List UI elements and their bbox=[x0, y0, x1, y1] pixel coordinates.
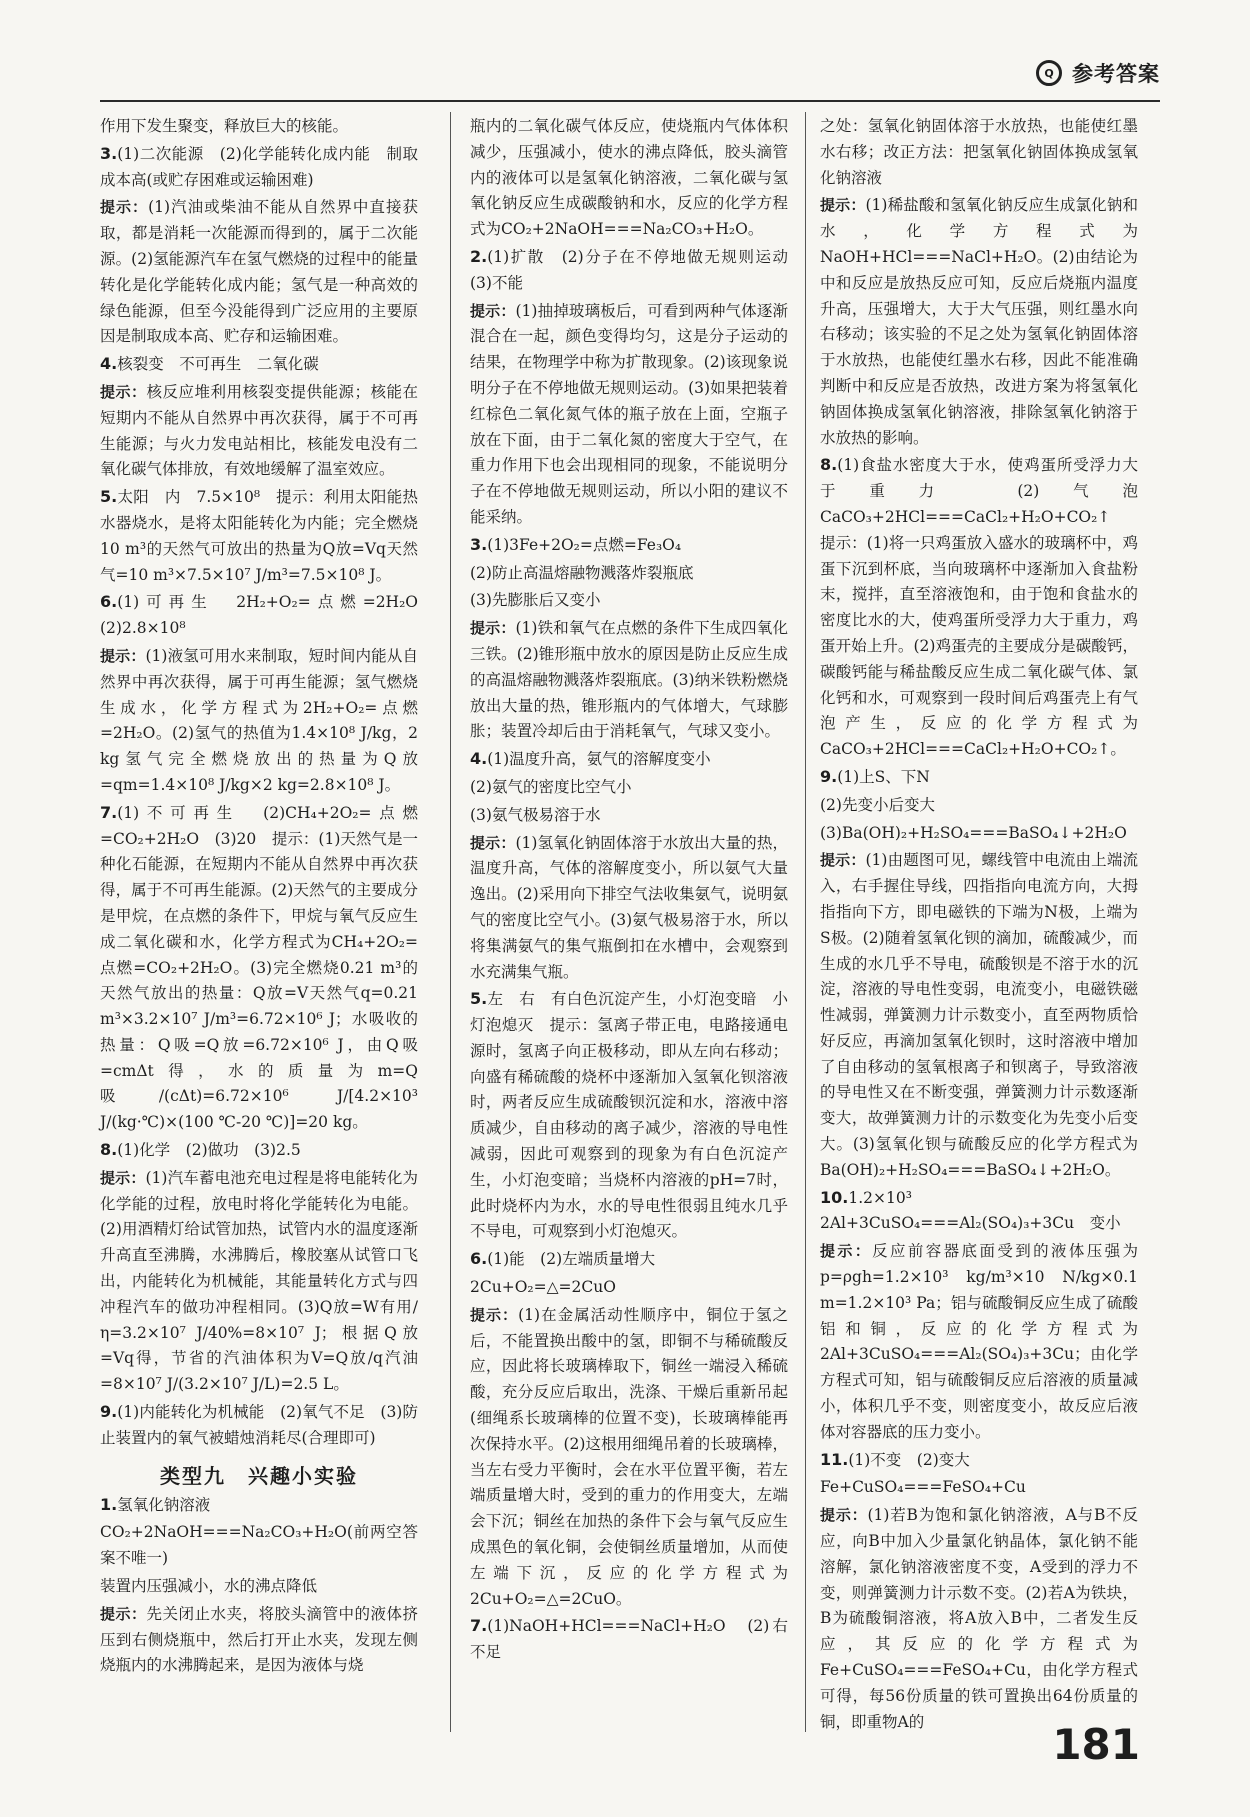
question-number: 11. bbox=[820, 1449, 849, 1469]
hint-label: 提示： bbox=[820, 1506, 868, 1525]
answer-paragraph bbox=[470, 747, 788, 773]
answer-paragraph bbox=[820, 821, 1138, 847]
answer-paragraph bbox=[470, 616, 788, 745]
answer-paragraph bbox=[470, 987, 788, 1245]
answer-paragraph bbox=[820, 114, 1138, 191]
answer-paragraph bbox=[470, 588, 788, 614]
answer-paragraph bbox=[470, 114, 788, 243]
answer-paragraph bbox=[100, 1520, 418, 1572]
question-number: 1. bbox=[100, 1494, 118, 1514]
column-divider bbox=[805, 112, 806, 1732]
question-number: 3. bbox=[470, 534, 488, 554]
answer-paragraph bbox=[100, 142, 418, 194]
column-divider bbox=[450, 112, 451, 1732]
answer-paragraph bbox=[820, 453, 1154, 763]
hint-label: 提示： bbox=[820, 851, 866, 870]
answer-paragraph bbox=[470, 1275, 788, 1301]
answer-text: (3)氨气极易溶于水 bbox=[470, 805, 601, 824]
answer-text: (1)若B为饱和氯化钠溶液，A与B不反应，向B中加入少量氯化钠晶体，氯化钠不能溶解，氯化钠溶液密度不变，A受到的浮力不变，则弹簧测力计示数不变。(2)若A为铁块，B为硫酸铜溶液，将A放入B中，二者发生反应，其反应的化学方程式为Fe+CuSO₄===FeSO₄+Cu，由化学方程式可得，每56份质量的铁可置换出64份质量的铜，即重物A的 bbox=[820, 1506, 1138, 1731]
answer-paragraph bbox=[820, 1186, 1138, 1238]
answer-text: (1)食盐水密度大于水，使鸡蛋所受浮力大于重力 (2)气泡 CaCO₃+2HCl===CaCl₂+H₂O+CO₂↑ 提示：(1)将一只鸡蛋放入盛水的玻璃杯中，鸡蛋下沉到杯底，当向玻璃杯中逐渐加入食盐粉末，搅拌，直至溶液饱和，由于饱和食盐水的密度比水的大，使鸡蛋所受浮力大于重力，鸡蛋开始上升。(2)鸡蛋壳的主要成分是碳酸钙，碳酸钙能与稀盐酸反应生成二氧化碳气体、氯化钙和水，可观察到一段时间后鸡蛋壳上有气泡产生，反应的化学方程式为CaCO₃+2HCl===CaCl₂+H₂O+CO₂↑。 bbox=[820, 456, 1154, 759]
answer-text: Fe+CuSO₄===FeSO₄+Cu bbox=[820, 1478, 1026, 1497]
answer-text: 之处：氢氧化钠固体溶于水放热，也能使红墨水右移；改正方法：把氢氧化钠固体换成氢氧化钠溶液 bbox=[820, 117, 1138, 187]
page-number: 181 bbox=[1052, 1720, 1140, 1769]
answer-paragraph bbox=[100, 114, 418, 140]
column-2 bbox=[470, 112, 804, 1732]
answer-text: (1)扩散 (2)分子在不停地做无规则运动 (3)不能 bbox=[470, 247, 804, 292]
answer-paragraph bbox=[100, 1138, 418, 1164]
answer-paragraph bbox=[820, 193, 1138, 451]
answer-text: 先关闭止水夹，将胶头滴管中的液体挤压到右侧烧瓶中，然后打开止水夹，发现左侧烧瓶内的水沸腾起来，是因为液体与烧 bbox=[100, 1604, 418, 1675]
answer-paragraph bbox=[470, 561, 788, 587]
question-number: 3. bbox=[100, 143, 118, 163]
question-number: 8. bbox=[100, 1140, 118, 1160]
question-number: 7. bbox=[470, 1616, 488, 1636]
answer-text: (1)汽油或柴油不能从自然界中直接获取，都是消耗一次能源而得到的，属于二次能源。(2)氢能源汽车在氢气燃烧的过程中的能量转化是化学能转化成内能；氢气是一种高效的绿色能源，但至今没能得到广泛应用的主要原因是制取成本高、贮存和运输困难。 bbox=[100, 198, 418, 346]
hint-label: 提示： bbox=[470, 301, 516, 320]
column-3-items bbox=[820, 114, 1154, 1735]
answer-text: 太阳 内 7.5×10⁸ 提示：利用太阳能热水器烧水，是将太阳能转化为内能；完全燃烧10 m³的天然气可放出的热量为Q放=Vq天然气=10 m³×7.5×10⁷ J/m³=7.5×10⁸ J。 bbox=[100, 488, 418, 584]
question-number: 4. bbox=[100, 354, 118, 374]
column-3 bbox=[820, 112, 1154, 1732]
answer-text: (1)液氢可用水来制取，短时间内能从自然界中再次获得，属于可再生能源；氢气燃烧生成水，化学方程式为2H₂+O₂=点燃=2H₂O。(2)氢气的热值为1.4×10⁸ J/kg，2 kg氢气完全燃烧放出的热量为Q放=qm=1.4×10⁸ J/kg×2 kg=2.8×10⁸ J。 bbox=[100, 646, 418, 794]
hint-label: 提示： bbox=[100, 646, 146, 665]
answer-text: (1)在金属活动性顺序中，铜位于氢之后，不能置换出酸中的氢，即铜不与稀硫酸反应，因此将长玻璃棒取下，铜丝一端浸入稀硫酸，充分反应后取出，洗涤、干燥后重新吊起(细绳系长玻璃棒的位置不变)，长玻璃棒能再次保持水平。(2)这根用细绳吊着的长玻璃棒，当左右受力平衡时，会在水平位置平衡，若左端质量增大时，受到的重力的作用变大，左端会下沉；铜丝在加热的条件下会与氧气反应生成黑色的氧化铜，会使铜丝质量增加，从而使左端下沉，反应的化学方程式为2Cu+O₂=△=2CuO。 bbox=[470, 1305, 788, 1608]
hint-label: 提示： bbox=[470, 1305, 519, 1324]
answer-paragraph bbox=[100, 485, 418, 588]
hint-label: 提示： bbox=[100, 1168, 146, 1187]
answer-text: (1)氢氧化钠固体溶于水放出大量的热，温度升高，气体的溶解度变小，所以氨气大量逸出。(2)采用向下排空气法收集氨气，说明氨气的密度比空气小。(3)氨气极易溶于水，所以将集满氨气的集气瓶倒扣在水槽中，会观察到水充满集气瓶。 bbox=[470, 833, 788, 981]
answer-text: (1)抽掉玻璃板后，可看到两种气体逐渐混合在一起，颜色变得均匀，这是分子运动的结果，在物理学中称为扩散现象。(2)该现象说明分子在不停地做无规则运动。(3)如果把装着红棕色二氧化氮气体的瓶子放在上面，空瓶子放在下面，由于二氧化氮的密度大于空气，在重力作用下也会出现相同的现象，不能说明分子在不停地做无规则运动，所以小阳的建议不能采纳。 bbox=[470, 301, 788, 526]
answer-text: (3)先膨胀后又变小 bbox=[470, 591, 601, 610]
answer-text: (1)化学 (2)做功 (3)2.5 bbox=[117, 1141, 301, 1160]
hint-label: 提示： bbox=[100, 382, 147, 401]
answer-text: (1)温度升高，氨气的溶解度变小 bbox=[487, 750, 711, 769]
answer-paragraph bbox=[470, 245, 804, 297]
answer-text: 1.2×10³ 2Al+3CuSO₄===Al₂(SO₄)₃+3Cu 变小 bbox=[820, 1188, 1121, 1233]
answer-paragraph bbox=[100, 1166, 418, 1398]
question-number: 8. bbox=[820, 455, 838, 475]
question-number: 6. bbox=[100, 592, 118, 612]
answer-text: (1)NaOH+HCl===NaCl+H₂O (2)右 不足 bbox=[470, 1617, 804, 1662]
answer-paragraph bbox=[470, 299, 788, 531]
answer-paragraph bbox=[470, 533, 788, 559]
column-2-items bbox=[470, 114, 804, 1666]
question-number: 4. bbox=[470, 749, 488, 769]
answer-paragraph bbox=[100, 644, 418, 799]
answer-text: (2)氨气的密度比空气小 bbox=[470, 777, 632, 796]
column-1-items bbox=[100, 114, 434, 1452]
answer-text: (1)上S、下N bbox=[837, 767, 930, 786]
question-number: 9. bbox=[100, 1402, 118, 1422]
question-number: 5. bbox=[100, 487, 118, 507]
answer-paragraph bbox=[820, 1475, 1138, 1501]
answer-paragraph bbox=[100, 801, 418, 1136]
answer-paragraph bbox=[470, 831, 788, 986]
answer-paragraph bbox=[470, 803, 788, 829]
answer-text: (1)不可再生 (2)CH₄+2O₂=点燃=CO₂+2H₂O (3)20 提示：(1)天然气是一种化石能源，在短期内不能从自然界中再次获得，属于不可再生能源。(2)天然气的主要成分是甲烷，在点燃的条件下，甲烷与氧气反应生成二氧化碳和水，化学方程式为CH₄+2O₂=点燃=CO₂+2H₂O。(3)完全燃烧0.21 m³的天然气放出的热量：Q放=V天然气q=0.21 m³×3.2×10⁷ J/m³=6.72×10⁶ J；水吸收的热量：Q吸=Q放=6.72×10⁶ J，由Q吸=cmΔt得，水的质量为m=Q吸/(cΔt)=6.72×10⁶ J/[4.2×10³ J/(kg·℃)×(100 ℃-20 ℃)]=20 kg。 bbox=[100, 803, 418, 1132]
answer-text: (1)二次能源 (2)化学能转化成内能 制取成本高(或贮存困难或运输困难) bbox=[100, 144, 418, 189]
answer-paragraph bbox=[470, 1614, 804, 1666]
question-number: 2. bbox=[470, 246, 488, 266]
answer-text: (2)防止高温熔融物溅落炸裂瓶底 bbox=[470, 563, 694, 582]
hint-label: 提示： bbox=[470, 619, 516, 638]
hint-label: 提示： bbox=[100, 1604, 147, 1623]
answer-paragraph bbox=[470, 775, 788, 801]
column-1-section-items bbox=[100, 1493, 418, 1680]
hint-label: 提示： bbox=[820, 1242, 873, 1261]
question-number: 6. bbox=[470, 1249, 488, 1269]
answer-text: 氢氧化钠溶液 bbox=[117, 1495, 211, 1514]
answer-paragraph bbox=[820, 848, 1138, 1183]
answer-paragraph bbox=[470, 1247, 788, 1273]
answer-paragraph bbox=[100, 1602, 418, 1679]
answer-paragraph bbox=[100, 380, 418, 483]
section-title: 类型九 兴趣小实验 bbox=[160, 1463, 358, 1488]
answer-text: 反应前容器底面受到的液体压强为p=ρgh=1.2×10³ kg/m³×10 N/kg×0.1 m=1.2×10³ Pa；铝与硫酸铜反应生成了硫酸铝和铜，反应的化学方程式为2Al+3CuSO₄===Al₂(SO₄)₃+3Cu；由化学方程式可知，铝与硫酸铜反应后溶液的质量减小，体积几乎不变，则密度变小，故反应后液体对容器底的压力变小。 bbox=[820, 1242, 1138, 1441]
question-number: 10. bbox=[820, 1187, 849, 1207]
answer-text: (1)不变 (2)变大 bbox=[848, 1450, 970, 1469]
answer-paragraph bbox=[100, 195, 418, 350]
answer-paragraph bbox=[820, 765, 1138, 791]
answer-text: 核裂变 不可再生 二氧化碳 bbox=[117, 355, 319, 374]
answer-text: (1)3Fe+2O₂=点燃=Fe₃O₄ bbox=[487, 535, 682, 554]
answer-text: (1)内能转化为机械能 (2)氧气不足 (3)防止装置内的氧气被蜡烛消耗尽(合理即可) bbox=[100, 1403, 418, 1447]
answer-text: 核反应堆利用核裂变提供能源；核能在短期内不能从自然界中再次获得，属于不可再生能源；与火力发电站相比，核能发电没有二氧化碳气体排放，有效地缓解了温室效应。 bbox=[100, 382, 418, 479]
answer-text: 左 右 有白色沉淀产生，小灯泡变暗 小灯泡熄灭 提示：氢离子带正电，电路接通电源时，氢离子向正极移动，即从左向右移动；向盛有稀硫酸的烧杯中逐渐加入氢氧化钡溶液时，两者反应生成硫酸钡沉淀和水，溶液中溶质减少，自由移动的离子减少，溶液的导电性减弱，因此可观察到的现象为有白色沉淀产生，小灯泡变暗；当烧杯内溶液的pH=7时，此时烧杯内为水，水的导电性很弱且纯水几乎不导电，可观察到小灯泡熄灭。 bbox=[470, 990, 788, 1241]
question-number: 5. bbox=[470, 989, 488, 1009]
hint-label: 提示： bbox=[820, 196, 866, 215]
page-header bbox=[1036, 58, 1160, 88]
answer-paragraph bbox=[820, 793, 1138, 819]
answer-text: (1)能 (2)左端质量增大 bbox=[487, 1250, 656, 1269]
question-number: 9. bbox=[820, 766, 838, 786]
header-title: 参考答案 bbox=[1072, 62, 1160, 86]
answer-text: (3)Ba(OH)₂+H₂SO₄===BaSO₄↓+2H₂O bbox=[820, 823, 1127, 842]
brand-logo: Q bbox=[1036, 60, 1062, 86]
answer-paragraph bbox=[100, 1574, 418, 1600]
hint-label: 提示： bbox=[100, 198, 149, 217]
answer-text: 作用下发生聚变，释放巨大的核能。 bbox=[100, 117, 349, 135]
answer-paragraph bbox=[100, 590, 434, 642]
answer-text: 装置内压强减小，水的沸点降低 bbox=[100, 1577, 318, 1596]
answer-text: (2)先变小后变大 bbox=[820, 795, 935, 814]
answer-paragraph bbox=[470, 1303, 788, 1613]
answer-paragraph bbox=[100, 1400, 418, 1452]
answer-text: 2Cu+O₂=△=2CuO bbox=[470, 1278, 616, 1297]
answer-paragraph bbox=[100, 352, 418, 378]
answer-text: (1)由题图可见，螺线管中电流由上端流入，右手握住导线，四指指向电流方向，大拇指指向下方，即电磁铁的下端为N极，上端为S极。(2)随着氢氧化钡的滴加，硫酸减少，而生成的水几乎不导电，硫酸钡是不溶于水的沉淀，溶液的导电性变弱，电流变小，电磁铁磁性减弱，弹簧测力计示数变小，直至两物质恰好反应，再滴加氢氧化钡时，这时溶液中增加了自由移动的氢氧根离子和钡离子，导致溶液的导电性又在不断变强，弹簧测力计示数逐渐变大，故弹簧测力计的示数变化为先变小后变大。(3)氢氧化钡与硫酸反应的化学方程式为Ba(OH)₂+H₂SO₄===BaSO₄↓+2H₂O。 bbox=[820, 851, 1138, 1179]
question-number: 7. bbox=[100, 802, 118, 822]
answer-paragraph bbox=[820, 1503, 1138, 1735]
answer-text: (1)稀盐酸和氢氧化钠反应生成氯化钠和水，化学方程式为NaOH+HCl===NaCl+H₂O。(2)由结论为中和反应是放热反应可知，反应后烧瓶内温度升高，压强增大，大于大气压强，则红墨水向右移动；该实验的不足之处为氢氧化钠固体溶于水放热，也能使红墨水右移，因此不能准确判断中和反应是否放热，改进方案为将氢氧化钠固体换成氢氧化钠溶液，排除氢氧化钠溶于水放热的影响。 bbox=[820, 196, 1138, 447]
answer-paragraph bbox=[100, 1493, 418, 1519]
answer-text: CO₂+2NaOH===Na₂CO₃+H₂O(前两空答案不唯一) bbox=[100, 1523, 418, 1568]
header-divider bbox=[100, 100, 1160, 102]
answer-paragraph bbox=[820, 1239, 1138, 1445]
answer-text: (1)汽车蓄电池充电过程是将电能转化为化学能的过程，放电时将化学能转化为电能。(2)用酒精灯给试管加热，试管内水的温度逐渐升高直至沸腾，水沸腾后，橡胶塞从试管口飞出，内能转化为机械能，其能量转化方式与四冲程汽车的做功冲程相同。(3)Q放=W有用/η=3.2×10⁷ J/40%=8×10⁷ J；根据Q放=Vq得，节省的汽油体积为V=Q放/q汽油=8×10⁷ J/(3.2×10⁷ J/L)=2.5 L。 bbox=[100, 1168, 418, 1394]
answer-text: (1)可再生 2H₂+O₂=点燃=2H₂O (2)2.8×10⁸ bbox=[100, 593, 434, 638]
column-1 bbox=[100, 112, 434, 1732]
answer-text: (1)铁和氧气在点燃的条件下生成四氧化三铁。(2)锥形瓶中放水的原因是防止反应生成的高温熔融物溅落炸裂瓶底。(3)纳米铁粉燃烧放出大量的热，锥形瓶内的气体增大，气球膨胀；装置冷却后由于消耗氧气，气球又变小。 bbox=[470, 619, 788, 741]
answer-text: 瓶内的二氧化碳气体反应，使烧瓶内气体体积减少，压强减小，使水的沸点降低，胶头滴管内的液体可以是氢氧化钠溶液，二氧化碳与氢氧化钠反应生成碳酸钠和水，反应的化学方程式为CO₂+2NaOH===Na₂CO₃+H₂O。 bbox=[470, 117, 788, 239]
answer-paragraph bbox=[820, 1448, 1138, 1474]
hint-label: 提示： bbox=[470, 833, 516, 852]
